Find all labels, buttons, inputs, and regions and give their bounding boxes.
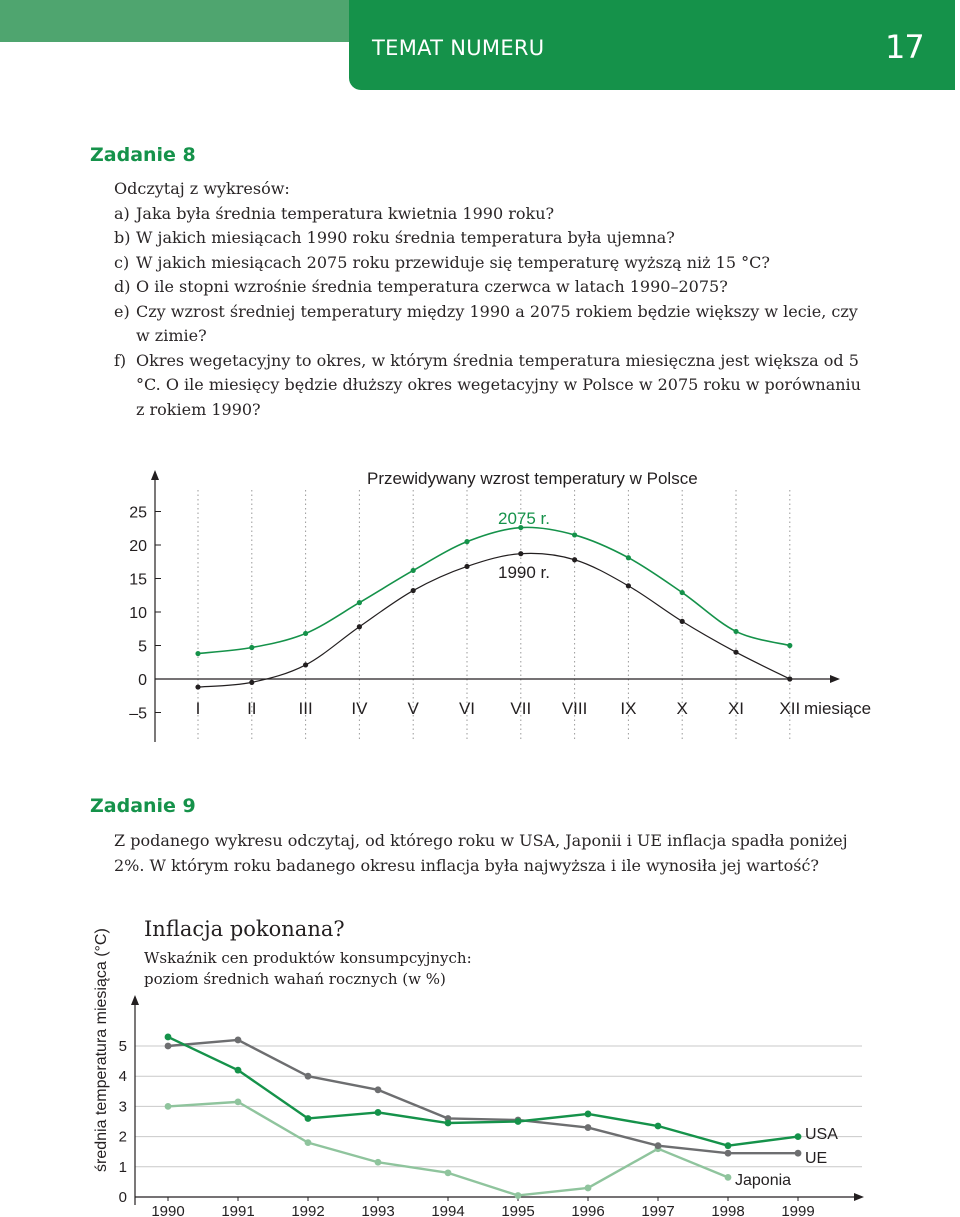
x-tick-label: VIII xyxy=(561,699,588,718)
y-tick-label: 5 xyxy=(118,1038,127,1055)
question-text: W jakich miesiącach 2075 roku przewiduje się temperaturę wyższą niż 15 °C? xyxy=(136,252,770,272)
series-label: UE xyxy=(805,1150,828,1167)
x-tick-label: VII xyxy=(510,699,532,718)
series-label: Japonia xyxy=(735,1172,792,1189)
data-point xyxy=(249,680,254,685)
data-point xyxy=(249,645,254,650)
task9-body: Z podanego wykresu odczytaj, od którego roku w USA, Japonii i UE inflacja spadła poniżej 2%. W którym roku badanego okresu inflacja była najwyższa i ile wynosiła jej wartość? xyxy=(114,831,848,875)
data-point xyxy=(305,1115,312,1122)
topic-label: TEMAT NUMERU xyxy=(372,36,545,60)
x-tick-label: 1999 xyxy=(781,1203,815,1217)
chart1-grid xyxy=(195,490,790,740)
y-tick-label: 10 xyxy=(129,605,147,622)
task8-question-f xyxy=(114,349,874,423)
data-point xyxy=(680,590,685,595)
data-point xyxy=(515,1118,522,1125)
y-tick-label: 25 xyxy=(129,504,147,522)
x-tick-label: 1998 xyxy=(711,1203,745,1217)
task8-intro: Odczytaj z wykresów: xyxy=(114,179,290,198)
question-label: e) xyxy=(114,301,130,321)
data-point xyxy=(195,684,200,689)
question-text: W jakich miesiącach 1990 roku średnia temperatura była ujemna? xyxy=(136,228,675,247)
data-point xyxy=(464,564,469,569)
chart2-title: Inflacja pokonana? xyxy=(144,917,345,941)
data-point xyxy=(572,532,577,537)
x-tick-label: IX xyxy=(620,699,637,718)
task8-question-c xyxy=(114,251,874,276)
data-point xyxy=(725,1142,732,1149)
y-axis-arrow xyxy=(151,470,159,480)
y-tick-label: 20 xyxy=(129,538,147,555)
data-point xyxy=(165,1043,172,1050)
data-point xyxy=(725,1150,732,1157)
data-point xyxy=(585,1111,592,1118)
task8-heading: Zadanie 8 xyxy=(90,144,196,166)
series-label: 2075 r. xyxy=(498,509,550,528)
data-point xyxy=(733,629,738,634)
chart2-xticks xyxy=(151,1197,814,1217)
data-point xyxy=(585,1185,592,1192)
y-tick-label: 4 xyxy=(118,1068,127,1086)
y-tick-label: 2 xyxy=(118,1128,127,1146)
chart2-subtitle-line: poziom średnich wahań rocznych (w %) xyxy=(144,970,446,988)
data-point xyxy=(305,1139,312,1146)
x-tick-label: II xyxy=(247,699,257,718)
data-point xyxy=(375,1109,382,1116)
data-point xyxy=(655,1123,662,1130)
data-point xyxy=(303,662,308,667)
data-point xyxy=(195,651,200,656)
data-point xyxy=(303,631,308,636)
data-point xyxy=(655,1142,662,1149)
x-tick-label: I xyxy=(195,699,201,718)
question-label: d) xyxy=(114,277,131,296)
inflation-chart xyxy=(0,905,960,1217)
y-axis-arrow xyxy=(131,995,139,1005)
x-tick-label: III xyxy=(298,699,313,718)
data-point xyxy=(795,1133,802,1140)
data-point xyxy=(375,1159,382,1166)
x-tick-label: 1990 xyxy=(151,1203,185,1217)
task8-body xyxy=(114,177,874,422)
chart1-ylabel: średnia temperatura miesiąca (°C) xyxy=(93,928,110,1172)
chart2-series xyxy=(165,1034,839,1199)
task8-question-e xyxy=(114,300,874,349)
data-point xyxy=(725,1174,732,1181)
series-label: 1990 r. xyxy=(498,563,550,582)
x-axis-arrow xyxy=(854,1193,864,1201)
x-tick-label: 1992 xyxy=(291,1203,325,1217)
series-label: USA xyxy=(805,1126,838,1143)
data-point xyxy=(305,1073,312,1080)
chart1-yticks xyxy=(129,505,161,723)
task8-question-d xyxy=(114,275,874,300)
x-tick-label: V xyxy=(407,699,419,718)
data-point xyxy=(375,1086,382,1093)
data-point xyxy=(445,1120,452,1127)
x-tick-label: XI xyxy=(727,699,745,718)
data-point xyxy=(518,551,523,556)
chart1-xlabel: miesiące xyxy=(804,699,872,718)
data-point xyxy=(411,588,416,593)
data-point xyxy=(572,557,577,562)
x-axis-arrow xyxy=(830,675,840,683)
question-text: O ile stopni wzrośnie średnia temperatura czerwca w latach 1990–2075? xyxy=(136,277,728,296)
y-tick-label: 1 xyxy=(118,1158,127,1176)
data-point xyxy=(733,650,738,655)
data-point xyxy=(787,676,792,681)
question-text: Jaka była średnia temperatura kwietnia 1990 roku? xyxy=(136,203,555,223)
data-point xyxy=(787,643,792,648)
data-point xyxy=(464,539,469,544)
data-point xyxy=(357,600,362,605)
data-point xyxy=(235,1067,242,1074)
y-tick-label: 3 xyxy=(118,1098,127,1116)
data-point xyxy=(235,1037,242,1044)
y-tick-label: 0 xyxy=(138,672,147,689)
data-point xyxy=(626,583,631,588)
chart2-yticks xyxy=(119,1038,127,1206)
y-tick-label: –5 xyxy=(129,705,147,723)
page-number: 17 xyxy=(885,28,924,66)
header-strip-light xyxy=(0,0,349,42)
data-point xyxy=(357,624,362,629)
task9-heading: Zadanie 9 xyxy=(90,795,196,817)
chart1-xticks xyxy=(196,699,801,718)
task8-question-b xyxy=(114,226,874,251)
y-tick-label: 0 xyxy=(118,1189,127,1206)
data-point xyxy=(795,1150,802,1157)
x-tick-label: 1994 xyxy=(431,1203,465,1217)
series-line xyxy=(198,553,790,687)
data-point xyxy=(626,555,631,560)
x-tick-label: IV xyxy=(351,699,368,718)
x-tick-label: XII xyxy=(779,699,801,718)
data-point xyxy=(515,1192,522,1199)
question-label: f) xyxy=(114,350,127,370)
question-text: Okres wegetacyjny to okres, w którym średnia temperatura miesięczna jest większa od 5 °C. O ile miesięcy będzie dłuższy okres wegetacyjny w Polsce w 2075 roku w porównaniu z rokiem 1990? xyxy=(136,350,861,419)
question-label: b) xyxy=(114,228,131,247)
x-tick-label: 1991 xyxy=(221,1203,255,1217)
x-tick-label: 1993 xyxy=(361,1203,395,1217)
question-label: c) xyxy=(114,252,130,272)
chart1-series xyxy=(195,509,792,690)
y-tick-label: 5 xyxy=(138,638,147,656)
chart2-subtitle-line: Wskaźnik cen produktów konsumpcyjnych: xyxy=(144,949,472,967)
x-tick-label: 1995 xyxy=(501,1203,535,1217)
x-tick-label: 1996 xyxy=(571,1203,605,1217)
data-point xyxy=(165,1034,172,1041)
data-point xyxy=(445,1169,452,1176)
y-tick-label: 15 xyxy=(129,571,147,589)
data-point xyxy=(585,1124,592,1131)
question-text: Czy wzrost średniej temperatury między 1990 a 2075 rokiem będzie większy w lecie, czy w zimie? xyxy=(136,301,858,345)
data-point xyxy=(165,1103,172,1110)
data-point xyxy=(235,1098,242,1105)
data-point xyxy=(680,619,685,624)
chart1-title: Przewidywany wzrost temperatury w Polsce xyxy=(367,469,698,488)
series-line xyxy=(198,527,790,653)
question-label: a) xyxy=(114,203,130,223)
task8-question-a xyxy=(114,202,874,227)
x-tick-label: 1997 xyxy=(641,1203,675,1217)
x-tick-label: X xyxy=(676,699,688,718)
x-tick-label: VI xyxy=(458,699,476,718)
data-point xyxy=(411,568,416,573)
